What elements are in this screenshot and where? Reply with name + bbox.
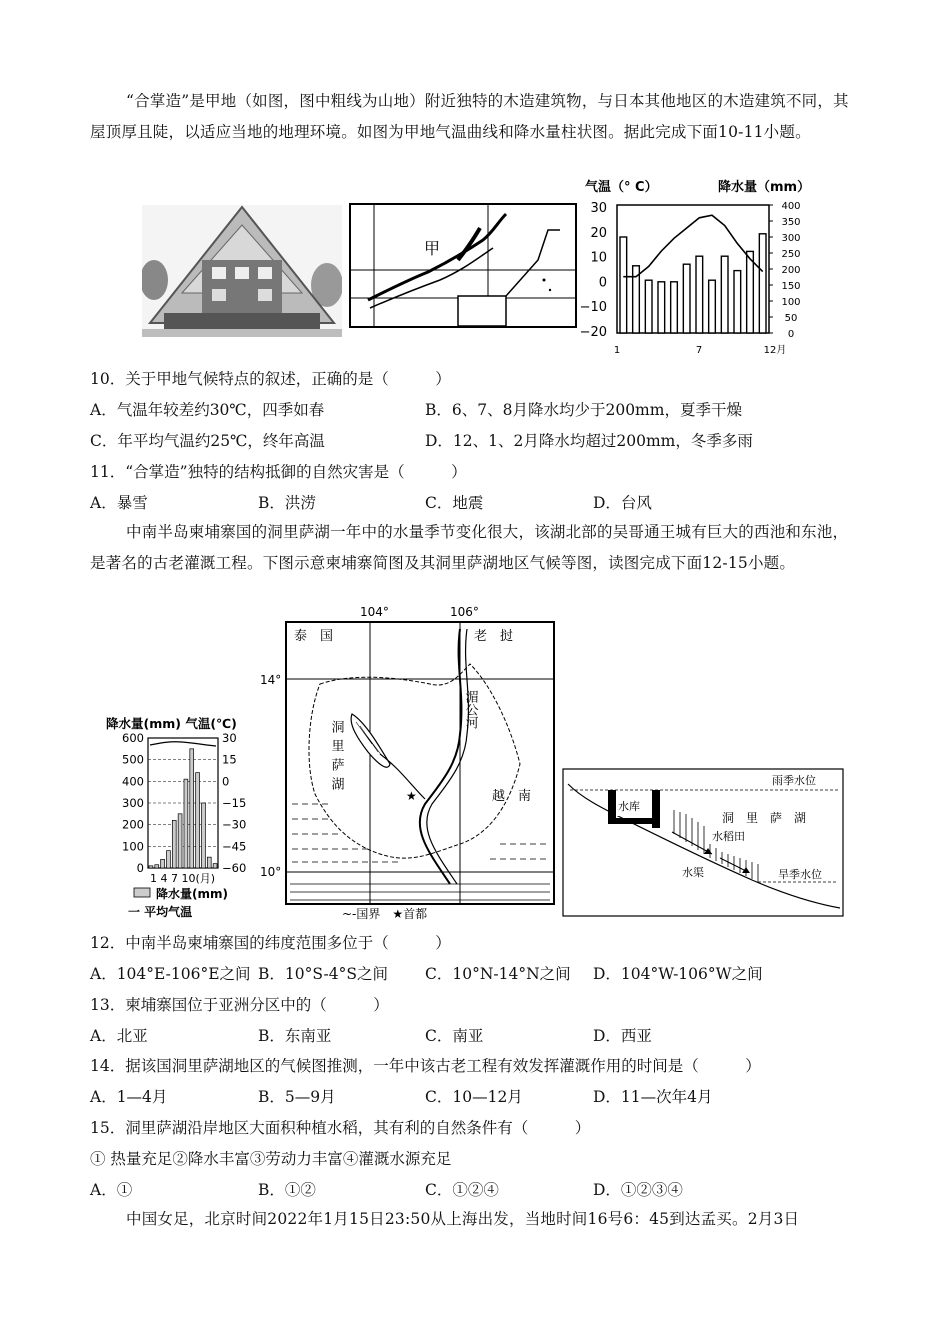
q11-option-c[interactable]: C．地震 xyxy=(425,494,484,512)
precip-tick: 300 xyxy=(781,233,801,244)
label-vietnam: 越 南 xyxy=(492,789,532,804)
q11-option-b[interactable]: B．洪涝 xyxy=(258,494,316,512)
q14-option-a[interactable]: A．1—4月 xyxy=(90,1088,168,1106)
q13-option-c[interactable]: C．南亚 xyxy=(425,1027,484,1045)
label-thailand: 泰 国 xyxy=(294,629,334,644)
rain-level-label: 雨季水位 xyxy=(772,774,816,787)
legend-bar-swatch xyxy=(134,888,150,897)
month-label-7: 7 xyxy=(695,345,703,356)
chart2-temp-tick: −30 xyxy=(222,817,247,832)
dry-level-label: 旱季水位 xyxy=(778,868,822,881)
cambodia-map xyxy=(260,604,560,922)
legend-line-label: 一 平均气温 xyxy=(128,905,193,919)
label-tonle-sap: 洞里萨湖 xyxy=(328,720,344,796)
q15-stem: 15．洞里萨湖沿岸地区大面积种植水稻，其有利的自然条件有（ ） xyxy=(90,1119,591,1137)
q10-option-c[interactable]: C．年平均气温约25℃，终年高温 xyxy=(90,432,325,450)
precip-bar xyxy=(658,282,665,333)
precip-tick: 400 xyxy=(781,201,801,212)
capital-star: ★ xyxy=(406,789,417,803)
passage-3: 中国女足，北京时间2022年1月15日23:50从上海出发，当地时间16号6：45到达孟买。2月3日 xyxy=(126,1210,800,1228)
q15-option-b[interactable]: B．①② xyxy=(258,1181,316,1199)
map-legend: ~-国界 ★首都 xyxy=(342,907,428,921)
precip-tick: 150 xyxy=(781,281,801,292)
precip-bar xyxy=(759,234,766,333)
q11-stem: 11．“合掌造”独特的结构抵御的自然灾害是（ ） xyxy=(90,463,467,481)
precip-tick: 100 xyxy=(781,297,801,308)
profile-lake-label: 洞 里 萨 湖 xyxy=(722,811,807,825)
q11-option-a[interactable]: A．暴雪 xyxy=(90,494,148,512)
precip-bar xyxy=(645,280,652,333)
canal-label: 水渠 xyxy=(682,866,704,879)
q12-stem: 12．中南半岛柬埔寨国的纬度范围多位于（ ） xyxy=(90,934,451,952)
precip-bar xyxy=(683,264,690,333)
label-laos: 老 挝 xyxy=(474,629,514,644)
temp-tick: −10 xyxy=(579,300,607,316)
passage-2: 中南半岛柬埔寨国的洞里萨湖一年中的水量季节变化很大，该湖北部的吴哥通王城有巨大的西池和东池，是著名的古老灌溉工程。下图示意柬埔寨简图及其洞里萨湖地区气候等图，读图完成下面12-15小题。 xyxy=(90,523,849,572)
precip-bar xyxy=(747,251,754,333)
temp-tick: 30 xyxy=(590,201,607,216)
chart2-precip-tick: 400 xyxy=(122,774,144,789)
chart2-precip-tick: 200 xyxy=(122,817,144,832)
jia-climate-chart xyxy=(575,175,815,360)
lat-10: 10° xyxy=(260,865,282,879)
q10-option-a[interactable]: A．气温年较差约30℃，四季如春 xyxy=(90,401,325,419)
chart2-precip-tick: 300 xyxy=(122,796,144,810)
precip-tick: 200 xyxy=(781,265,801,276)
temp-tick: −20 xyxy=(579,325,607,340)
chart2-temp-tick: 15 xyxy=(222,752,237,767)
chart2-precip-bar xyxy=(202,803,206,868)
q15-conditions: ① 热量充足②降水丰富③劳动力丰富④灌溉水源充足 xyxy=(90,1150,452,1168)
temp-axis-title: 气温（° C） xyxy=(585,180,658,195)
chart2-precip-bar xyxy=(213,864,217,868)
precip-bar xyxy=(709,280,716,333)
q13-stem: 13．柬埔寨国位于亚洲分区中的（ ） xyxy=(90,996,389,1014)
chart2-precip-bar xyxy=(196,773,200,868)
chart2-precip-bar xyxy=(149,866,153,868)
chart2-temperature-line xyxy=(150,742,216,746)
q12-option-c[interactable]: C．10°N-14°N之间 xyxy=(425,965,571,983)
label-mekong: 湄公河 xyxy=(462,690,478,729)
tonle-sap-profile xyxy=(562,768,844,918)
temp-tick: 20 xyxy=(590,225,607,241)
reservoir-label: 水库 xyxy=(618,800,640,813)
chart2-temp-tick: −45 xyxy=(222,839,247,854)
month-label-12: 12月 xyxy=(763,345,787,356)
paddy-label: 水稻田 xyxy=(712,830,745,843)
q15-option-a[interactable]: A．① xyxy=(90,1181,133,1199)
precip-bar xyxy=(620,237,627,333)
chart2-precip-tick: 0 xyxy=(136,861,144,875)
q11-option-d[interactable]: D．台风 xyxy=(593,494,652,512)
q13-option-d[interactable]: D．西亚 xyxy=(593,1027,652,1045)
q10-stem: 10．关于甲地气候特点的叙述，正确的是（ ） xyxy=(90,370,451,388)
chart2-precip-bar xyxy=(178,814,182,868)
legend-bar-label: 降水量(mm) xyxy=(156,887,228,901)
chart2-title: 降水量(mm) 气温(℃) xyxy=(106,716,237,731)
chart2-precip-bar xyxy=(190,749,194,868)
precip-tick: 0 xyxy=(787,329,795,340)
chart2-precip-bar xyxy=(167,851,171,868)
q10-option-b[interactable]: B．6、7、8月降水均少于200mm，夏季干燥 xyxy=(425,401,742,419)
q13-option-a[interactable]: A．北亚 xyxy=(90,1027,148,1045)
precip-bar xyxy=(734,271,741,333)
lon-106: 106° xyxy=(450,605,479,619)
temp-tick: 10 xyxy=(590,250,607,266)
chart2-precip-bar xyxy=(207,857,211,868)
chart2-precip-bar xyxy=(161,859,165,868)
precip-bar xyxy=(671,282,678,333)
chart2-precip-tick: 500 xyxy=(122,752,144,767)
precip-tick: 50 xyxy=(784,313,798,324)
month-label-1: 1 xyxy=(613,345,621,356)
precip-tick: 350 xyxy=(781,217,801,228)
passage-1: “合掌造”是甲地（如图，图中粗线为山地）附近独特的木造建筑物，与日本其他地区的木造建筑不同，其屋顶厚且陡，以适应当地的地理环境。如图为甲地气温曲线和降水量柱状图。据此完成下面10-11小题。 xyxy=(90,92,849,141)
chart2-temp-tick: 0 xyxy=(222,774,230,789)
chart2-months: 1 4 7 10(月) xyxy=(150,872,216,885)
q14-option-c[interactable]: C．10—12月 xyxy=(425,1088,523,1106)
chart2-temp-tick: 30 xyxy=(222,731,237,745)
lon-104: 104° xyxy=(360,605,389,619)
q12-option-a[interactable]: A．104°E-106°E之间 xyxy=(90,965,251,983)
q14-option-d[interactable]: D．11—次年4月 xyxy=(593,1088,713,1106)
q14-stem: 14．据该国洞里萨湖地区的气候图推测，一年中该古老工程有效发挥灌溉作用的时间是（ ） xyxy=(90,1057,761,1075)
q12-option-b[interactable]: B．10°S-4°S之间 xyxy=(258,965,389,983)
q10-option-d[interactable]: D．12、1、2月降水均超过200mm，冬季多雨 xyxy=(425,432,753,450)
precip-bar xyxy=(696,256,703,333)
q14-option-b[interactable]: B．5—9月 xyxy=(258,1088,336,1106)
chart2-precip-bar xyxy=(155,865,159,868)
chart2-temp-tick: −60 xyxy=(222,861,247,875)
map-label-jia: 甲 xyxy=(424,239,441,258)
temperature-curve xyxy=(623,215,762,277)
japan-map xyxy=(348,200,578,330)
chart2-precip-bar xyxy=(184,779,188,868)
temp-tick: 0 xyxy=(598,275,607,291)
chart2-precip-tick: 600 xyxy=(122,731,144,745)
q13-option-b[interactable]: B．东南亚 xyxy=(258,1027,332,1045)
lat-14: 14° xyxy=(260,673,282,687)
tonle-sap-climate-chart xyxy=(100,712,270,922)
precip-tick: 250 xyxy=(781,249,801,260)
q12-option-d[interactable]: D．104°W-106°W之间 xyxy=(593,965,763,983)
precip-axis-title: 降水量（mm） xyxy=(718,180,811,195)
q15-option-c[interactable]: C．①②④ xyxy=(425,1181,499,1199)
precip-bar xyxy=(721,256,728,333)
chart2-temp-tick: −15 xyxy=(222,796,247,810)
q15-option-d[interactable]: D．①②③④ xyxy=(593,1181,683,1199)
chart2-precip-bar xyxy=(172,820,176,868)
gassho-house-photo xyxy=(142,205,342,337)
chart2-precip-tick: 100 xyxy=(122,839,144,854)
